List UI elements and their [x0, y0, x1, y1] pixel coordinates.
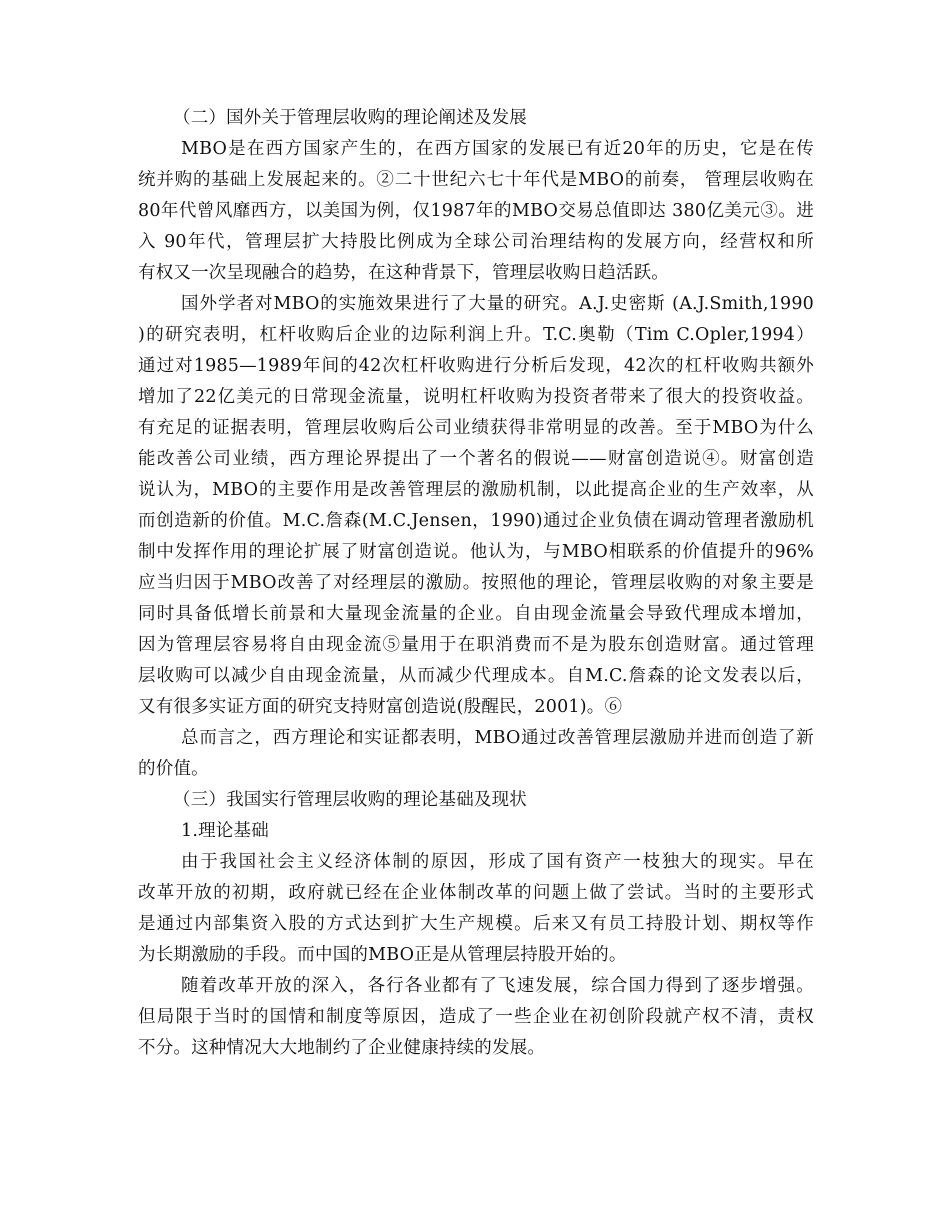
paragraph-line: 同时具备低增长前景和大量现金流量的企业。自由现金流量会导致代理成本增加， — [138, 604, 814, 624]
section-heading: （二）国外关于管理层收购的理论阐述及发展 — [173, 108, 527, 128]
paragraph-line: 改革开放的初期，政府就已经在企业体制改革的问题上做了尝试。当时的主要形式 — [138, 883, 814, 903]
document-page — [138, 103, 814, 1064]
paragraph-line: 由于我国社会主义经济体制的原因，形成了国有资产一枝独大的现实。早在 — [181, 852, 814, 872]
paragraph-line: 因为管理层容易将自由现金流⑤量用于在职消费而不是为股东创造财富。通过管理 — [138, 635, 814, 655]
paragraph-line: 是通过内部集资入股的方式达到扩大生产规模。后来又有员工持股计划、期权等作 — [138, 914, 814, 934]
paragraph-line: 通过对1985—1989年间的42次杠杆收购进行分析后发现，42次的杠杆收购共额外 — [138, 356, 814, 376]
paragraph-line: 不分。这种情况大大地制约了企业健康持续的发展。 — [138, 1038, 546, 1058]
paragraph-line: 的价值。 — [138, 759, 209, 779]
paragraph-line: 入 90年代，管理层扩大持股比例成为全球公司治理结构的发展方向，经营权和所 — [138, 232, 814, 252]
paragraph-line: 但局限于当时的国情和制度等原因，造成了一些企业在初创阶段就产权不清，责权 — [138, 1007, 814, 1027]
paragraph-line: 80年代曾风靡西方，以美国为例，仅1987年的MBO交易总值即达 380亿美元③。进 — [138, 201, 814, 221]
subsection-heading: 1.理论基础 — [181, 821, 269, 841]
paragraph-line: 为长期激励的手段。而中国的MBO正是从管理层持股开始的。 — [138, 945, 627, 965]
paragraph-line: 国外学者对MBO的实施效果进行了大量的研究。A.J.史密斯 (A.J.Smith,1990 — [181, 294, 814, 314]
paragraph-line: MBO是在西方国家产生的，在西方国家的发展已有近20年的历史，它是在传 — [181, 139, 814, 159]
paragraph-line: 说认为，MBO的主要作用是改善管理层的激励机制，以此提高企业的生产效率，从 — [138, 480, 814, 500]
paragraph-line: 总而言之，西方理论和实证都表明，MBO通过改善管理层激励并进而创造了新 — [181, 728, 814, 748]
paragraph-line: 层收购可以减少自由现金流量，从而减少代理成本。自M.C.詹森的论文发表以后， — [138, 666, 814, 686]
paragraph-line: 有权又一次呈现融合的趋势，在这种背景下，管理层收购日趋活跃。 — [138, 263, 669, 283]
paragraph-line: 又有很多实证方面的研究支持财富创造说(殷醒民，2001)。⑥ — [138, 697, 623, 717]
paragraph-line: 制中发挥作用的理论扩展了财富创造说。他认为，与MBO相联系的价值提升的96% — [138, 542, 814, 562]
paragraph-line: )的研究表明，杠杆收购后企业的边际利润上升。T.C.奥勒（Tim C.Opler,1994） — [138, 325, 814, 345]
paragraph-line: 增加了22亿美元的日常现金流量，说明杠杆收购为投资者带来了很大的投资收益。 — [138, 387, 814, 407]
paragraph-line: 能改善公司业绩，西方理论界提出了一个著名的假说——财富创造说④。财富创造 — [138, 449, 814, 469]
paragraph-line: 统并购的基础上发展起来的。②二十世纪六七十年代是MBO的前奏， 管理层收购在 — [138, 170, 814, 190]
paragraph-line: 应当归因于MBO改善了对经理层的激励。按照他的理论，管理层收购的对象主要是 — [138, 573, 814, 593]
paragraph-line: 随着改革开放的深入，各行各业都有了飞速发展，综合国力得到了逐步增强。 — [181, 976, 814, 996]
paragraph-line: 有充足的证据表明，管理层收购后公司业绩获得非常明显的改善。至于MBO为什么 — [138, 418, 814, 438]
section-heading: （三）我国实行管理层收购的理论基础及现状 — [173, 790, 527, 810]
paragraph-line: 而创造新的价值。M.C.詹森(M.C.Jensen，1990)通过企业负债在调动管理者激励机 — [138, 511, 814, 531]
